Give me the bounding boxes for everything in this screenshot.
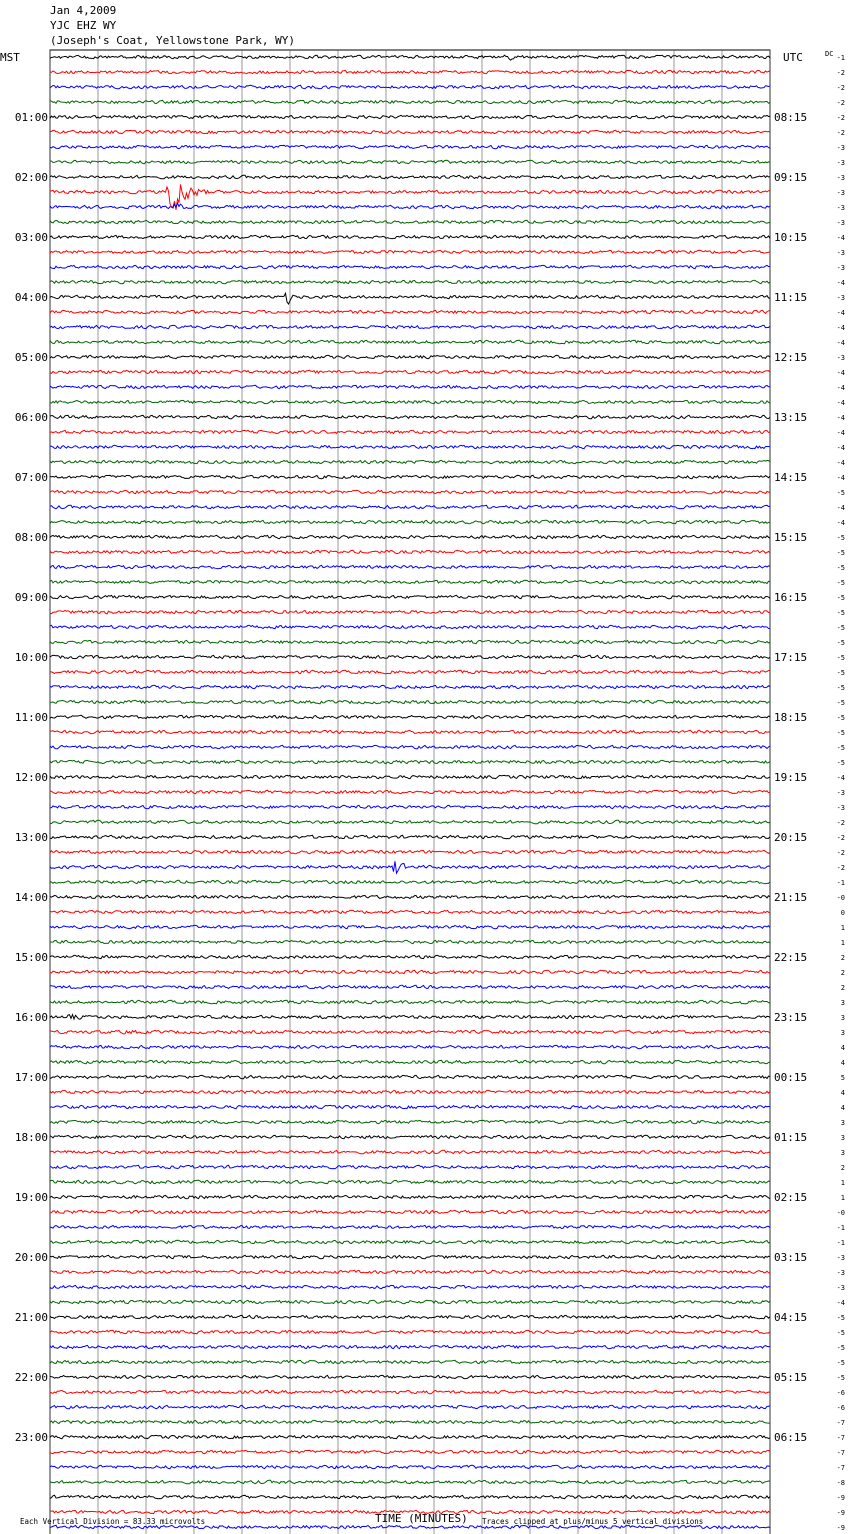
left-hour-label: 20:00 <box>14 1251 48 1264</box>
seismic-trace <box>50 85 770 89</box>
seismic-trace <box>50 520 770 524</box>
dc-offset-label: -4 <box>836 324 845 332</box>
seismic-trace <box>50 325 770 328</box>
seismic-trace <box>50 160 770 163</box>
seismic-trace <box>50 925 770 928</box>
seismic-trace <box>50 1270 770 1273</box>
dc-offset-label: -6 <box>836 1389 845 1397</box>
dc-offset-label: -5 <box>836 744 845 752</box>
seismic-trace <box>50 640 770 643</box>
seismic-trace <box>50 805 770 808</box>
seismic-trace <box>50 130 770 133</box>
dc-offset-label: 2 <box>840 984 845 992</box>
right-hour-label: 21:15 <box>774 891 808 904</box>
footer-clip-note: Traces clipped at plus/minus 5 vertical divisions <box>482 1517 704 1526</box>
right-hour-label: 13:15 <box>774 411 808 424</box>
seismic-trace <box>50 340 770 344</box>
dc-offset-label: -9 <box>836 1509 845 1517</box>
dc-offset-label: -5 <box>836 564 845 572</box>
seismic-trace <box>50 565 770 568</box>
seismic-trace <box>50 1240 770 1243</box>
seismic-trace <box>50 550 770 553</box>
dc-offset-label: -6 <box>836 1404 845 1412</box>
dc-offset-label: -5 <box>836 639 845 647</box>
right-hour-label: 01:15 <box>774 1131 808 1144</box>
seismic-trace <box>50 1015 770 1020</box>
dc-offset-label: 2 <box>840 969 845 977</box>
dc-offset-label: 3 <box>840 1149 845 1157</box>
seismic-trace <box>50 895 770 898</box>
left-hour-label: 23:00 <box>14 1431 48 1444</box>
seismic-trace <box>50 1135 770 1138</box>
right-hour-label: 02:15 <box>774 1191 808 1204</box>
left-hour-label: 19:00 <box>14 1191 48 1204</box>
left-hour-label: 16:00 <box>14 1011 48 1024</box>
dc-offset-label: -4 <box>836 1299 845 1307</box>
dc-offset-label: 3 <box>840 1119 845 1127</box>
seismic-trace <box>50 250 770 253</box>
dc-offset-label: -5 <box>836 1329 845 1337</box>
seismic-trace <box>50 370 770 373</box>
seismic-trace <box>50 100 770 103</box>
dc-offset-label: -2 <box>836 84 845 92</box>
right-hour-label: 05:15 <box>774 1371 808 1384</box>
right-hour-label: 08:15 <box>774 111 808 124</box>
left-hour-label: 03:00 <box>14 231 48 244</box>
left-hour-label: 21:00 <box>14 1311 48 1324</box>
seismic-trace <box>50 940 770 943</box>
dc-offset-label: -3 <box>836 1254 845 1262</box>
left-hour-label: 18:00 <box>14 1131 48 1144</box>
dc-offset-label: -3 <box>836 189 845 197</box>
dc-offset-label: -2 <box>836 849 845 857</box>
seismic-trace <box>50 1165 770 1168</box>
right-axis-title: UTC <box>783 51 803 64</box>
seismic-trace <box>50 1405 770 1408</box>
seismic-trace <box>50 610 770 614</box>
dc-offset-label: -0 <box>836 1209 845 1217</box>
seismic-trace <box>50 1225 770 1228</box>
left-hour-label: 11:00 <box>14 711 48 724</box>
seismic-trace <box>50 1435 770 1438</box>
left-hour-label: 04:00 <box>14 291 48 304</box>
dc-offset-label: -4 <box>836 459 845 467</box>
seismic-trace <box>50 265 770 268</box>
left-hour-label: 10:00 <box>14 651 48 664</box>
seismic-trace <box>50 1150 770 1153</box>
header-date: Jan 4,2009 <box>50 4 117 17</box>
seismic-trace <box>50 280 770 283</box>
dc-offset-label: -7 <box>836 1449 845 1457</box>
dc-offset-label: -4 <box>836 369 845 377</box>
left-hour-label: 13:00 <box>14 831 48 844</box>
seismic-trace <box>50 595 770 598</box>
dc-offset-label: -4 <box>836 399 845 407</box>
seismic-trace <box>50 970 770 973</box>
dc-offset-label: -5 <box>836 534 845 542</box>
dc-offset-label: -5 <box>836 594 845 602</box>
dc-offset-label: -3 <box>836 159 845 167</box>
dc-offset-label: 4 <box>840 1044 845 1052</box>
seismic-trace <box>50 115 770 118</box>
dc-offset-label: -3 <box>836 144 845 152</box>
dc-offset-label: 5 <box>840 1074 845 1082</box>
seismic-trace <box>50 1495 770 1499</box>
seismic-trace <box>50 1330 770 1334</box>
dc-offset-label: -3 <box>836 354 845 362</box>
right-hour-label: 18:15 <box>774 711 808 724</box>
dc-offset-label: -1 <box>836 1224 845 1232</box>
left-hour-label: 09:00 <box>14 591 48 604</box>
seismic-trace <box>50 1075 770 1078</box>
seismic-trace <box>50 760 770 763</box>
seismic-trace <box>50 175 770 178</box>
seismic-trace <box>50 1420 770 1423</box>
right-hour-label: 03:15 <box>774 1251 808 1264</box>
seismic-trace <box>50 1030 770 1034</box>
seismic-trace <box>50 1195 770 1198</box>
seismic-trace <box>50 535 770 538</box>
dc-offset-label: -2 <box>836 819 845 827</box>
dc-offset-label: -3 <box>836 204 845 212</box>
dc-offset-label: 4 <box>840 1104 845 1112</box>
left-hour-label: 08:00 <box>14 531 48 544</box>
seismic-trace <box>50 745 770 748</box>
dc-offset-label: 0 <box>840 909 845 917</box>
dc-offset-label: -4 <box>836 309 845 317</box>
seismic-trace <box>50 880 770 883</box>
seismic-trace <box>50 700 770 703</box>
right-hour-label: 17:15 <box>774 651 808 664</box>
left-hour-label: 02:00 <box>14 171 48 184</box>
seismic-trace <box>50 1210 770 1213</box>
seismic-trace <box>50 1105 770 1108</box>
dc-offset-label: -1 <box>836 54 845 62</box>
dc-offset-label: -5 <box>836 549 845 557</box>
dc-offset-label: -5 <box>836 579 845 587</box>
right-hour-label: 14:15 <box>774 471 808 484</box>
seismic-trace <box>50 203 770 209</box>
dc-offset-label: -4 <box>836 384 845 392</box>
dc-offset-label: -5 <box>836 1374 845 1382</box>
dc-offset-label: -4 <box>836 414 845 422</box>
dc-offset-label: -5 <box>836 489 845 497</box>
seismic-trace <box>50 1375 770 1378</box>
header-location: (Joseph's Coat, Yellowstone Park, WY) <box>50 34 296 47</box>
seismic-trace <box>50 1315 770 1319</box>
right-hour-label: 16:15 <box>774 591 808 604</box>
right-hour-label: 10:15 <box>774 231 808 244</box>
seismic-trace <box>50 1390 770 1393</box>
footer-scale-note: Each Vertical Division = 83.33 microvolts <box>20 1517 206 1526</box>
dc-offset-label: -4 <box>836 234 845 242</box>
dc-offset-label: 1 <box>840 1194 845 1202</box>
right-hour-label: 04:15 <box>774 1311 808 1324</box>
dc-offset-label: -3 <box>836 294 845 302</box>
dc-offset-label: -9 <box>836 1524 845 1532</box>
dc-offset-label: 2 <box>840 1164 845 1172</box>
dc-offset-label: -7 <box>836 1419 845 1427</box>
dc-offset-label: -5 <box>836 729 845 737</box>
seismic-trace <box>50 1345 770 1348</box>
dc-offset-label: -5 <box>836 684 845 692</box>
seismic-trace <box>50 445 770 448</box>
dc-offset-label: -4 <box>836 279 845 287</box>
left-hour-label: 05:00 <box>14 351 48 364</box>
dc-offset-label: -1 <box>836 879 845 887</box>
seismic-trace <box>50 580 770 583</box>
seismic-trace <box>50 293 770 304</box>
seismic-trace <box>50 1000 770 1004</box>
seismic-trace <box>50 460 770 463</box>
dc-offset-label: -4 <box>836 519 845 527</box>
seismic-trace <box>50 835 770 838</box>
seismic-trace <box>50 730 770 733</box>
dc-offset-label: -3 <box>836 1284 845 1292</box>
dc-offset-label: -4 <box>836 474 845 482</box>
dc-offset-label: -3 <box>836 1269 845 1277</box>
right-hour-label: 20:15 <box>774 831 808 844</box>
dc-offset-label: -2 <box>836 864 845 872</box>
seismic-trace <box>50 355 770 358</box>
left-hour-label: 06:00 <box>14 411 48 424</box>
seismic-trace <box>50 1180 770 1184</box>
dc-offset-label: -2 <box>836 834 845 842</box>
dc-offset-label: -5 <box>836 1359 845 1367</box>
dc-offset-label: -4 <box>836 504 845 512</box>
seismic-trace <box>50 1450 770 1453</box>
dc-offset-label: -7 <box>836 1434 845 1442</box>
dc-offset-label: -7 <box>836 1464 845 1472</box>
dc-offset-label: -3 <box>836 249 845 257</box>
dc-offset-label: -5 <box>836 699 845 707</box>
seismic-trace <box>50 625 770 628</box>
seismic-trace <box>50 1060 770 1063</box>
dc-offset-label: -5 <box>836 759 845 767</box>
seismic-trace <box>50 985 770 988</box>
seismic-trace <box>50 775 770 779</box>
seismic-trace <box>50 220 770 223</box>
dc-offset-label: -5 <box>836 1314 845 1322</box>
seismic-trace <box>50 310 770 313</box>
right-hour-label: 12:15 <box>774 351 808 364</box>
dc-offset-label: -2 <box>836 114 845 122</box>
seismic-trace <box>50 820 770 823</box>
right-hour-label: 19:15 <box>774 771 808 784</box>
seismic-trace <box>50 670 770 674</box>
dc-offset-label: 4 <box>840 1059 845 1067</box>
dc-offset-label: -1 <box>836 1239 845 1247</box>
seismic-trace <box>50 505 770 508</box>
dc-offset-label: -2 <box>836 99 845 107</box>
left-hour-label: 14:00 <box>14 891 48 904</box>
dc-offset-label: -5 <box>836 624 845 632</box>
seismic-trace <box>50 490 770 493</box>
seismic-trace <box>50 385 770 388</box>
seismic-trace <box>50 910 770 913</box>
seismic-trace <box>50 955 770 958</box>
seismic-trace <box>50 715 770 718</box>
header-station: YJC EHZ WY <box>50 19 117 32</box>
right-hour-label: 06:15 <box>774 1431 808 1444</box>
seismic-trace <box>50 1090 770 1093</box>
dc-offset-label: 1 <box>840 1179 845 1187</box>
x-axis-label: TIME (MINUTES) <box>375 1512 468 1525</box>
seismic-trace <box>50 70 770 73</box>
dc-offset-label: -3 <box>836 219 845 227</box>
dc-offset-label: -8 <box>836 1479 845 1487</box>
seismic-trace <box>50 685 770 688</box>
seismic-trace <box>50 1045 770 1048</box>
dc-offset-label: 1 <box>840 924 845 932</box>
left-hour-label: 01:00 <box>14 111 48 124</box>
right-hour-label: 00:15 <box>774 1071 808 1084</box>
dc-offset-label: -3 <box>836 174 845 182</box>
right-hour-label: 23:15 <box>774 1011 808 1024</box>
seismic-trace <box>50 475 770 478</box>
dc-offset-label: -5 <box>836 1344 845 1352</box>
seismic-trace <box>50 790 770 793</box>
dc-offset-label: -4 <box>836 444 845 452</box>
dc-offset-label: 2 <box>840 954 845 962</box>
seismic-trace <box>50 235 770 238</box>
dc-offset-label: -2 <box>836 129 845 137</box>
dc-offset-label: -3 <box>836 804 845 812</box>
seismic-trace <box>50 850 770 854</box>
right-hour-label: 09:15 <box>774 171 808 184</box>
dc-offset-label: 3 <box>840 1014 845 1022</box>
left-axis-title: MST <box>0 51 20 64</box>
left-hour-label: 15:00 <box>14 951 48 964</box>
right-hour-label: 11:15 <box>774 291 808 304</box>
dc-offset-label: 3 <box>840 1134 845 1142</box>
seismic-trace <box>50 1465 770 1468</box>
left-hour-label: 22:00 <box>14 1371 48 1384</box>
dc-offset-label: -3 <box>836 264 845 272</box>
dc-offset-label: -9 <box>836 1494 845 1502</box>
dc-offset-label: 1 <box>840 939 845 947</box>
left-hour-label: 17:00 <box>14 1071 48 1084</box>
seismic-trace <box>50 430 770 433</box>
seismic-trace <box>50 55 770 60</box>
dc-offset-label: -2 <box>836 69 845 77</box>
dc-offset-label: -5 <box>836 654 845 662</box>
seismic-trace <box>50 861 770 873</box>
dc-offset-label: -4 <box>836 339 845 347</box>
seismic-trace <box>50 1360 770 1363</box>
seismic-trace <box>50 655 770 658</box>
right-hour-label: 15:15 <box>774 531 808 544</box>
dc-offset-label: 4 <box>840 1089 845 1097</box>
seismic-trace <box>50 1300 770 1303</box>
dc-offset-label: -4 <box>836 774 845 782</box>
seismic-trace <box>50 145 770 148</box>
seismic-trace <box>50 1285 770 1288</box>
dc-offset-label: -4 <box>836 429 845 437</box>
left-hour-label: 12:00 <box>14 771 48 784</box>
seismic-trace <box>50 1120 770 1123</box>
dc-offset-label: 3 <box>840 999 845 1007</box>
right-hour-label: 22:15 <box>774 951 808 964</box>
seismic-trace <box>50 1480 770 1483</box>
dc-offset-label: 3 <box>840 1029 845 1037</box>
dc-offset-label: -5 <box>836 669 845 677</box>
seismic-trace <box>50 1255 770 1258</box>
dc-label: DC <box>825 50 834 58</box>
dc-offset-label: -3 <box>836 789 845 797</box>
dc-offset-label: -5 <box>836 609 845 617</box>
dc-offset-label: -5 <box>836 714 845 722</box>
seismic-trace <box>50 400 770 403</box>
left-hour-label: 07:00 <box>14 471 48 484</box>
dc-offset-label: -0 <box>836 894 845 902</box>
seismic-trace <box>50 415 770 418</box>
